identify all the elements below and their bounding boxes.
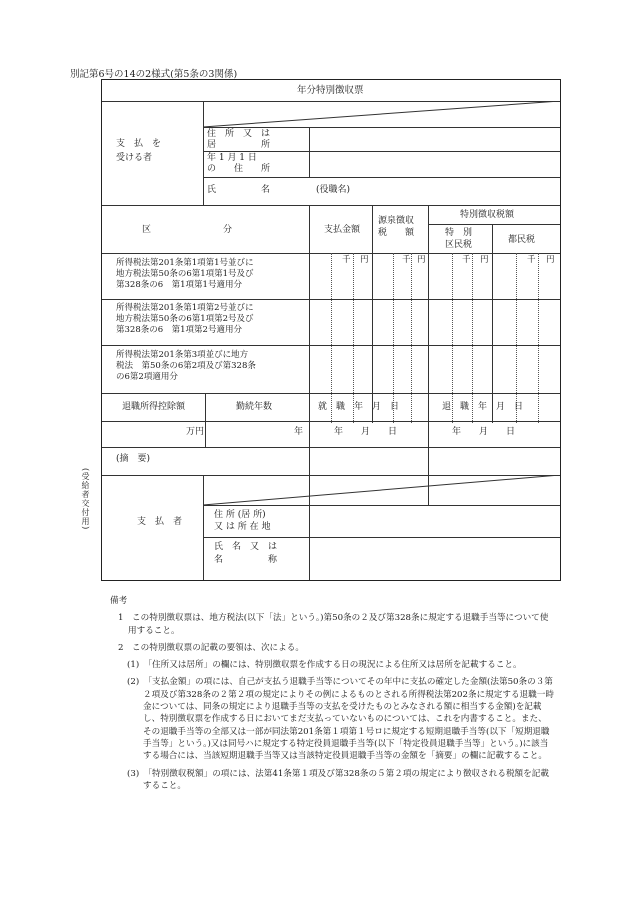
dotted-rule <box>472 253 473 423</box>
years-label: 勤続年数 <box>236 402 273 412</box>
note-2-2: (2) 「支払金額」の項には、自己が支払う退職手当等についてその年中に支払の確定した金額(法第50条の３第２項及び第328条の２第２項の規定によりその例によるものとされる所得税法第202条に規定する退職一時金については、同条の規定により退職手当等の支払を受けたものとみなされる額に相当する金額)を記載し、特別徴収票を作成する日においてまだ支払っていないものについては、これを内書すること。また、その退職手当等の全部又は一部が同法第201条第１項第１号ロに規定する短期退職手当等(以下「短期退職手当等」という。)又は同号ハに規定する特定役員退職手当等(以下「特定役員退職手当等」という。)に該当する場合には、当該短期退職手当等又は当該特定役員退職手当等の金額を「摘要」の欄に記載すること。 <box>127 677 554 762</box>
unit-thousand: 千 <box>342 255 351 265</box>
withholding-header: 源泉徴収 税 額 <box>378 216 415 238</box>
role-label: (役職名) <box>316 185 351 195</box>
note-2: 2 この特別徴収票の記載の要領は、次による。 <box>118 642 304 653</box>
style-title: 別記第6号の14の2様式(第5条の3関係) <box>70 69 238 80</box>
jan1-label: の 住 所 <box>207 164 271 174</box>
rule <box>102 393 560 394</box>
side-label: (受給者交付用) <box>81 468 90 531</box>
rule <box>102 421 560 422</box>
dotted-rule <box>331 253 332 423</box>
dotted-rule <box>353 253 354 423</box>
dotted-rule <box>516 253 517 423</box>
note-2-1: (1) 「住所又は居所」の欄には、特別徴収票を作成する日の現況による住所又は居所を記載すること。 <box>127 660 522 671</box>
payment-header: 支払金額 <box>324 225 361 235</box>
municipal-tax-header: 特 別 区民税 <box>445 228 473 250</box>
category-header: 区 分 <box>142 225 233 235</box>
name-label: 氏 名 <box>207 185 271 195</box>
unit-yen: 円 <box>480 255 489 265</box>
deduction-unit: 万円 <box>186 427 205 437</box>
retirement-date-label: 退 職 年 月 日 <box>442 402 524 412</box>
withholding-slip-form <box>101 79 561 581</box>
unit-yen: 円 <box>360 255 369 265</box>
rule <box>428 224 560 225</box>
address-label: 居 所 <box>207 140 271 150</box>
employment-date-label: 就 職 年 月 日 <box>318 402 400 412</box>
dotted-rule <box>538 253 539 423</box>
rule <box>203 177 560 178</box>
rule <box>203 505 560 506</box>
rule <box>102 299 560 300</box>
remarks-label: (摘 要) <box>116 454 151 464</box>
years-unit: 年 <box>294 427 304 437</box>
diagonal-rule <box>203 475 560 505</box>
payer-name-label: 氏 名 又 は <box>214 542 278 552</box>
rule <box>205 393 206 447</box>
rule <box>102 205 560 206</box>
unit-yen: 円 <box>417 255 426 265</box>
payee-label: 受ける者 <box>116 153 153 163</box>
dotted-rule <box>452 253 453 423</box>
jan1-label: 年 1 月 1 日 <box>207 153 257 163</box>
dotted-rule <box>393 253 394 423</box>
rule <box>309 505 310 580</box>
payer-label: 支 払 者 <box>137 517 183 527</box>
rule <box>203 537 560 538</box>
payer-name-label: 名 称 <box>214 555 278 565</box>
prefectural-tax-header: 都民税 <box>508 235 536 245</box>
notes-heading: 備考 <box>110 596 128 606</box>
address-label: 住 所 又 は <box>207 129 271 139</box>
category-row-2: 所得税法第201条第1項第2号並びに 地方税法第50条の6第1項第2号及び 第328条の6 第1項第2号適用分 <box>116 303 254 335</box>
unit-thousand: 千 <box>402 255 411 265</box>
rule <box>309 127 310 177</box>
payer-address-label: 又 は 所 在 地 <box>214 522 271 532</box>
rule <box>309 205 310 505</box>
note-2-3: (3) 「特別徴収税額」の項には、法第41条第１項及び第328条の５第２項の規定により徴収される税額を記載すること。 <box>127 768 549 791</box>
special-tax-header: 特別徴収税額 <box>460 210 515 220</box>
dotted-rule <box>411 253 412 423</box>
unit-thousand: 千 <box>462 255 471 265</box>
payee-label: 支 払 を <box>116 139 162 149</box>
payer-address-label: 住 所 (居 所) <box>214 510 266 520</box>
retirement-date-units: 年 月 日 <box>452 427 516 437</box>
rule <box>372 205 373 423</box>
rule <box>102 345 560 346</box>
note-1: 1 この特別徴収票は、地方税法(以下「法」という。)第50条の２及び第328条に規定する退職手当等について使用すること。 <box>118 613 549 636</box>
diagonal-rule <box>203 101 560 127</box>
notes <box>110 595 555 792</box>
deduction-label: 退職所得控除額 <box>122 402 186 412</box>
unit-yen: 円 <box>546 255 555 265</box>
employment-date-units: 年 月 日 <box>334 427 398 437</box>
rule <box>102 447 560 448</box>
category-row-1: 所得税法第201条第1項第1号並びに 地方税法第50条の6第1項第1号及び 第328条の6 第1項第1号適用分 <box>116 258 254 290</box>
category-row-3: 所得税法第201条第3項並びに地方 税法 第50条の6第2項及び第328条 の6第2項適用分 <box>116 350 256 382</box>
unit-thousand: 千 <box>527 255 536 265</box>
rule <box>428 205 429 505</box>
form-title: 年分特別徴収票 <box>297 85 364 96</box>
